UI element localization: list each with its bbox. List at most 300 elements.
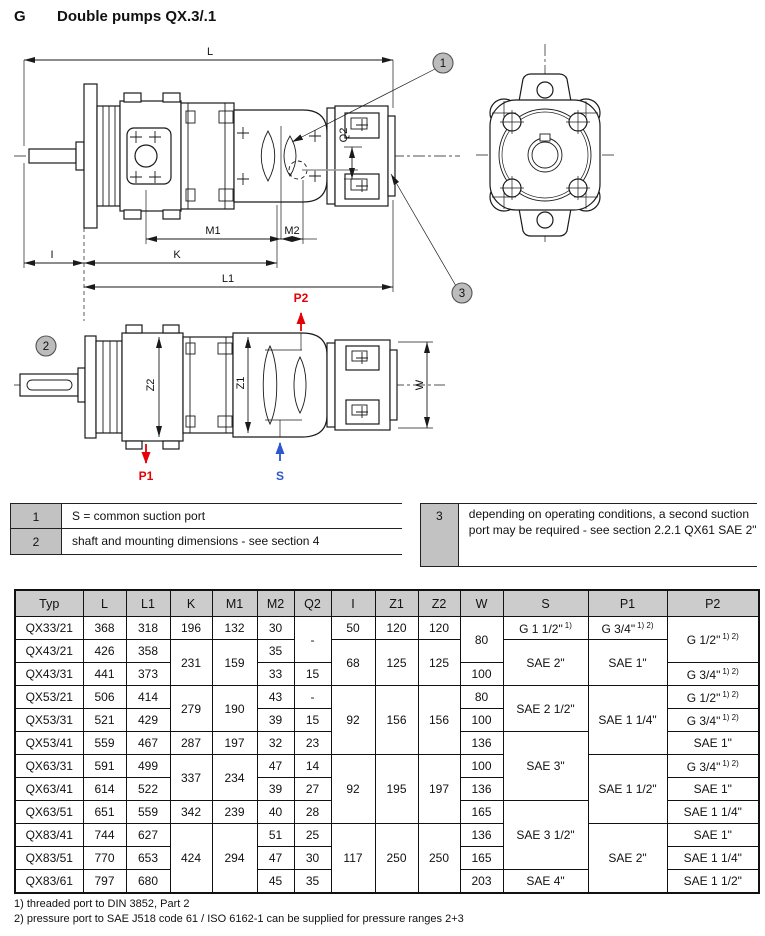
cell-value: 40 (268, 805, 283, 819)
table-cell (588, 617, 667, 640)
cell-value: 136 (471, 736, 492, 750)
cell-value: G 3/4" (686, 759, 721, 774)
cell-value: 368 (94, 621, 115, 635)
cell-value: 125 (428, 655, 450, 670)
table-cell (503, 640, 588, 686)
table-cell (257, 640, 294, 663)
table-cell (460, 778, 503, 801)
cell-value: 522 (137, 782, 159, 796)
table-cell (15, 847, 83, 870)
cell-value: 117 (343, 851, 363, 865)
cell-value: 30 (305, 851, 320, 865)
cell-value: 196 (180, 621, 202, 635)
cell-value: QX83/41 (25, 828, 73, 842)
table-cell (212, 686, 257, 732)
cell-value: G 1/2" (686, 633, 721, 647)
cell-value: 120 (386, 621, 407, 635)
table-cell (83, 824, 126, 847)
column-header-p2: P2 (667, 590, 759, 617)
column-header-m1: M1 (212, 590, 257, 617)
cell-value: 318 (137, 621, 159, 635)
table-cell (294, 686, 331, 709)
cell-value: 559 (94, 736, 115, 750)
cell-value: 23 (305, 736, 320, 750)
table-cell (83, 870, 126, 894)
table-cell (667, 778, 759, 801)
cell-value: 43 (268, 690, 283, 704)
cell-value: 92 (346, 713, 360, 727)
table-cell (212, 640, 257, 686)
table-cell (503, 870, 588, 894)
cell-value: G 3/4" (686, 713, 721, 728)
table-cell (294, 663, 331, 686)
port-label-p1: P1 (138, 469, 154, 483)
table-cell (667, 801, 759, 824)
cell-value: 33 (268, 667, 283, 681)
cell-value: 627 (137, 828, 159, 842)
cell-value: 250 (428, 851, 450, 865)
table-cell (83, 847, 126, 870)
cell-value: 680 (137, 874, 159, 888)
cell-value: 337 (180, 770, 202, 785)
front-mounting-flange-view (476, 44, 614, 242)
table-cell (257, 663, 294, 686)
table-cell (667, 755, 759, 778)
table-cell (588, 824, 667, 894)
table-cell (257, 847, 294, 870)
port-label-p2: P2 (293, 291, 309, 305)
cell-footnote-ref: 1) (564, 620, 572, 630)
table-cell (588, 640, 667, 686)
table-cell (331, 824, 375, 894)
table-cell (294, 824, 331, 847)
table-cell (15, 870, 83, 894)
cell-value: G 3/4" (686, 667, 721, 682)
cell-value: 136 (471, 828, 492, 842)
cell-value: - (310, 632, 315, 647)
callout-1-number: 1 (439, 58, 447, 70)
table-cell (418, 617, 460, 640)
table-cell (126, 824, 170, 847)
cell-value: 156 (386, 713, 407, 727)
port-label-s: S (275, 469, 285, 483)
table-cell (212, 755, 257, 801)
column-header-p1: P1 (588, 590, 667, 617)
cell-value: 132 (224, 621, 245, 635)
table-cell (588, 686, 667, 755)
callout-2-number: 2 (42, 341, 50, 353)
bottom-side-view (14, 291, 445, 483)
cell-value: 47 (268, 851, 283, 865)
table-header-row (15, 590, 759, 617)
cell-value: SAE 4" (526, 874, 565, 888)
cell-value: 45 (268, 874, 283, 888)
table-cell (460, 801, 503, 824)
cell-value: SAE 3 1/2" (516, 828, 575, 842)
cell-value: 234 (224, 770, 245, 785)
table-cell (170, 755, 212, 801)
cell-value: SAE 3" (526, 759, 565, 773)
table-cell (460, 709, 503, 732)
page-title: Double pumps QX.3/.1 (57, 8, 217, 25)
cell-value: 651 (94, 805, 115, 819)
table-cell (375, 824, 418, 894)
cell-value: 80 (474, 690, 489, 704)
cell-value: G 1/2" (686, 690, 721, 705)
cell-value: 80 (474, 632, 489, 647)
table-cell (257, 732, 294, 755)
table-cell (170, 686, 212, 732)
table-cell (460, 617, 503, 663)
dimension-table-wrap (14, 589, 760, 894)
cell-value: QX83/51 (25, 851, 73, 865)
table-cell (83, 778, 126, 801)
callout-3 (391, 174, 472, 303)
table-cell (294, 709, 331, 732)
cell-value: 294 (224, 851, 245, 865)
table-cell (126, 778, 170, 801)
table-cell (375, 640, 418, 686)
table-cell (257, 686, 294, 709)
cell-value: 125 (386, 655, 407, 670)
table-cell (15, 663, 83, 686)
table-row (15, 755, 759, 778)
cell-value: 68 (346, 655, 360, 670)
table-cell (418, 755, 460, 824)
table-cell (257, 801, 294, 824)
table-cell (15, 824, 83, 847)
table-cell (503, 686, 588, 732)
table-cell (331, 617, 375, 640)
cell-value: 499 (137, 759, 159, 773)
table-cell (460, 824, 503, 847)
cell-value: QX83/61 (25, 874, 73, 888)
table-cell (212, 617, 257, 640)
cell-value: 35 (305, 874, 320, 888)
table-cell (667, 617, 759, 663)
column-header-z1: Z1 (375, 590, 418, 617)
column-header-l1: L1 (126, 590, 170, 617)
cell-value: 591 (94, 759, 115, 773)
cell-value: 426 (94, 644, 115, 658)
cell-value: 100 (471, 759, 492, 773)
cell-value: SAE 1" (693, 782, 732, 796)
cell-value: 197 (224, 736, 245, 750)
table-cell (126, 709, 170, 732)
legend-3-number: 3 (420, 504, 459, 566)
dim-label-Z1: Z1 (235, 376, 247, 390)
table-cell (294, 778, 331, 801)
table-cell (257, 824, 294, 847)
cell-value: 559 (137, 805, 159, 819)
cell-value: 429 (137, 713, 159, 727)
cell-value: QX43/21 (25, 644, 73, 658)
cell-value: SAE 1 1/4" (683, 851, 742, 865)
cell-value: 165 (471, 805, 492, 819)
cell-value: G 3/4" (601, 621, 636, 636)
dim-label-L: L (206, 46, 214, 58)
legend-1-text: S = common suction port (72, 508, 206, 523)
cell-value: 39 (268, 713, 283, 727)
dim-label-M1: M1 (205, 225, 221, 237)
technical-drawing (0, 30, 765, 490)
cell-value: 770 (94, 851, 115, 865)
dim-label-Q2: Q2 (338, 127, 350, 143)
table-cell (83, 709, 126, 732)
cell-value: 100 (471, 713, 492, 727)
table-cell (170, 732, 212, 755)
cell-value: 51 (268, 828, 283, 842)
cell-value: 250 (386, 851, 407, 865)
cell-value: QX43/31 (25, 667, 73, 681)
table-cell (667, 663, 759, 686)
cell-value: 424 (180, 851, 202, 865)
legend-2-text: shaft and mounting dimensions - see section 4 (72, 533, 320, 548)
column-header-i: I (331, 590, 375, 617)
table-cell (257, 870, 294, 894)
cell-value: 342 (180, 805, 202, 819)
cell-value: 195 (386, 782, 407, 796)
cell-value: SAE 1" (693, 736, 732, 750)
table-cell (83, 663, 126, 686)
table-cell (331, 686, 375, 755)
cell-value: SAE 1 1/4" (683, 805, 742, 819)
table-cell (15, 755, 83, 778)
cell-value: 92 (346, 782, 360, 796)
table-cell (126, 870, 170, 894)
table-cell (294, 617, 331, 663)
table-cell (503, 617, 588, 640)
table-cell (667, 709, 759, 732)
table-cell (83, 617, 126, 640)
table-cell (588, 755, 667, 824)
top-side-view (14, 46, 460, 321)
cell-value: 521 (94, 713, 115, 727)
cell-value: SAE 1 1/2" (683, 874, 742, 888)
table-cell (503, 801, 588, 870)
cell-value: 15 (305, 713, 320, 727)
table-row (15, 686, 759, 709)
table-cell (83, 686, 126, 709)
table-cell (667, 732, 759, 755)
table-cell (460, 686, 503, 709)
cell-value: SAE 2" (608, 851, 647, 865)
table-cell (460, 732, 503, 755)
column-header-l: L (83, 590, 126, 617)
cell-value: 614 (94, 782, 115, 796)
table-cell (126, 801, 170, 824)
cell-footnote-ref: 1) 2) (722, 666, 739, 676)
legend-row-2 (10, 528, 402, 555)
cell-value: 27 (305, 782, 320, 796)
table-cell (15, 801, 83, 824)
cell-value: QX33/21 (25, 621, 73, 635)
cell-value: 358 (137, 644, 159, 658)
table-cell (294, 755, 331, 778)
column-header-typ: Typ (15, 590, 83, 617)
table-cell (460, 870, 503, 894)
cell-footnote-ref: 1) 2) (637, 620, 654, 630)
cell-value: 190 (224, 701, 245, 716)
table-cell (667, 824, 759, 847)
cell-value: 197 (428, 782, 450, 796)
table-cell (83, 801, 126, 824)
table-cell (15, 732, 83, 755)
cell-value: QX63/41 (25, 782, 73, 796)
table-cell (331, 755, 375, 824)
cell-value: QX63/31 (25, 759, 73, 773)
cell-value: 287 (180, 736, 202, 750)
cell-value: 120 (428, 621, 450, 635)
legend-2-number: 2 (10, 529, 62, 554)
table-row (15, 617, 759, 640)
cell-value: 165 (471, 851, 492, 865)
table-cell (460, 755, 503, 778)
table-cell (170, 617, 212, 640)
table-cell (667, 686, 759, 709)
dim-label-M2: M2 (284, 225, 300, 237)
callout-3-number: 3 (458, 288, 466, 300)
table-cell (294, 801, 331, 824)
cell-value: 15 (305, 667, 320, 681)
table-cell (418, 686, 460, 755)
cell-value: QX53/21 (25, 690, 73, 704)
cell-value: QX53/31 (25, 713, 73, 727)
dim-label-I: I (50, 249, 54, 261)
cell-value: SAE 1" (608, 655, 647, 670)
table-cell (667, 847, 759, 870)
cell-value: 744 (94, 828, 115, 842)
table-cell (418, 824, 460, 894)
table-cell (257, 778, 294, 801)
table-cell (294, 847, 331, 870)
table-cell (257, 709, 294, 732)
cell-value: 25 (305, 828, 320, 842)
column-header-z2: Z2 (418, 590, 460, 617)
table-cell (126, 686, 170, 709)
column-header-q2: Q2 (294, 590, 331, 617)
cell-footnote-ref: 1) 2) (722, 758, 739, 768)
table-cell (15, 686, 83, 709)
cell-value: 414 (137, 690, 159, 704)
cell-value: 35 (268, 644, 283, 658)
legend-1-number: 1 (10, 504, 62, 529)
legend-row-3 (420, 503, 757, 567)
table-cell (667, 870, 759, 894)
cell-value: 50 (346, 621, 360, 635)
table-cell (170, 801, 212, 824)
column-header-w: W (460, 590, 503, 617)
table-cell (331, 640, 375, 686)
table-cell (212, 732, 257, 755)
table-cell (126, 732, 170, 755)
column-header-s: S (503, 590, 588, 617)
section-letter: G (14, 8, 26, 25)
cell-footnote-ref: 1) 2) (722, 689, 739, 699)
table-cell (170, 824, 212, 894)
dimension-table (14, 589, 760, 894)
footnote-2: 2) pressure port to SAE J518 code 61 / ISO 6162-1 can be supplied for pressure ranges 2+3 (14, 912, 464, 925)
cell-value: 239 (224, 805, 245, 819)
dim-label-Z2: Z2 (145, 378, 157, 392)
table-cell (460, 847, 503, 870)
table-cell (212, 824, 257, 894)
table-cell (294, 870, 331, 894)
cell-value: 28 (305, 805, 320, 819)
legend-row-1 (10, 503, 402, 529)
footnotes (14, 897, 464, 927)
cell-value: 30 (268, 621, 283, 635)
cell-value: 100 (471, 667, 492, 681)
table-cell (83, 640, 126, 663)
dim-label-W: W (414, 379, 426, 391)
cell-footnote-ref: 1) 2) (722, 712, 739, 722)
table-cell (375, 686, 418, 755)
cell-value: 136 (471, 782, 492, 796)
cell-value: 231 (180, 655, 202, 670)
dim-label-K: K (173, 249, 181, 261)
cell-value: G 1 1/2" (519, 621, 563, 636)
table-cell (170, 640, 212, 686)
cell-value: 467 (137, 736, 159, 750)
table-cell (15, 640, 83, 663)
table-cell (257, 755, 294, 778)
table-cell (15, 709, 83, 732)
column-header-m2: M2 (257, 590, 294, 617)
cell-value: 653 (137, 851, 159, 865)
cell-value: 203 (471, 874, 492, 888)
footnote-1: 1) threaded port to DIN 3852, Part 2 (14, 898, 190, 910)
cell-value: 797 (94, 874, 115, 888)
table-cell (126, 640, 170, 663)
cell-value: 441 (94, 667, 115, 681)
dim-label-L1: L1 (221, 273, 235, 285)
table-cell (126, 617, 170, 640)
callout-2 (36, 336, 56, 356)
cell-value: 506 (94, 690, 115, 704)
table-cell (83, 755, 126, 778)
cell-value: - (310, 690, 315, 704)
cell-footnote-ref: 1) 2) (722, 632, 739, 641)
cell-value: 39 (268, 782, 283, 796)
table-cell (83, 732, 126, 755)
table-cell (503, 732, 588, 801)
cell-value: SAE 1 1/4" (598, 713, 657, 727)
table-cell (126, 847, 170, 870)
table-cell (257, 617, 294, 640)
cell-value: QX53/41 (25, 736, 73, 750)
table-cell (212, 801, 257, 824)
cell-value: 279 (180, 701, 202, 716)
cell-value: SAE 2 1/2" (516, 701, 575, 716)
legend-3-text: depending on operating conditions, a second suction port may be required - see section 2.2.1 QX61 SAE 2" (468, 507, 757, 537)
table-cell (418, 640, 460, 686)
table-cell (126, 663, 170, 686)
table-row (15, 640, 759, 663)
table-cell (375, 617, 418, 640)
table-row (15, 824, 759, 847)
page-header (14, 8, 754, 26)
cell-value: 373 (137, 667, 159, 681)
cell-value: SAE 2" (526, 655, 565, 670)
cell-value: QX63/51 (25, 805, 73, 819)
table-cell (126, 755, 170, 778)
cell-value: 156 (428, 713, 450, 727)
cell-value: 47 (268, 759, 283, 773)
table-cell (460, 663, 503, 686)
cell-value: SAE 1" (693, 828, 732, 842)
cell-value: 159 (224, 655, 245, 670)
